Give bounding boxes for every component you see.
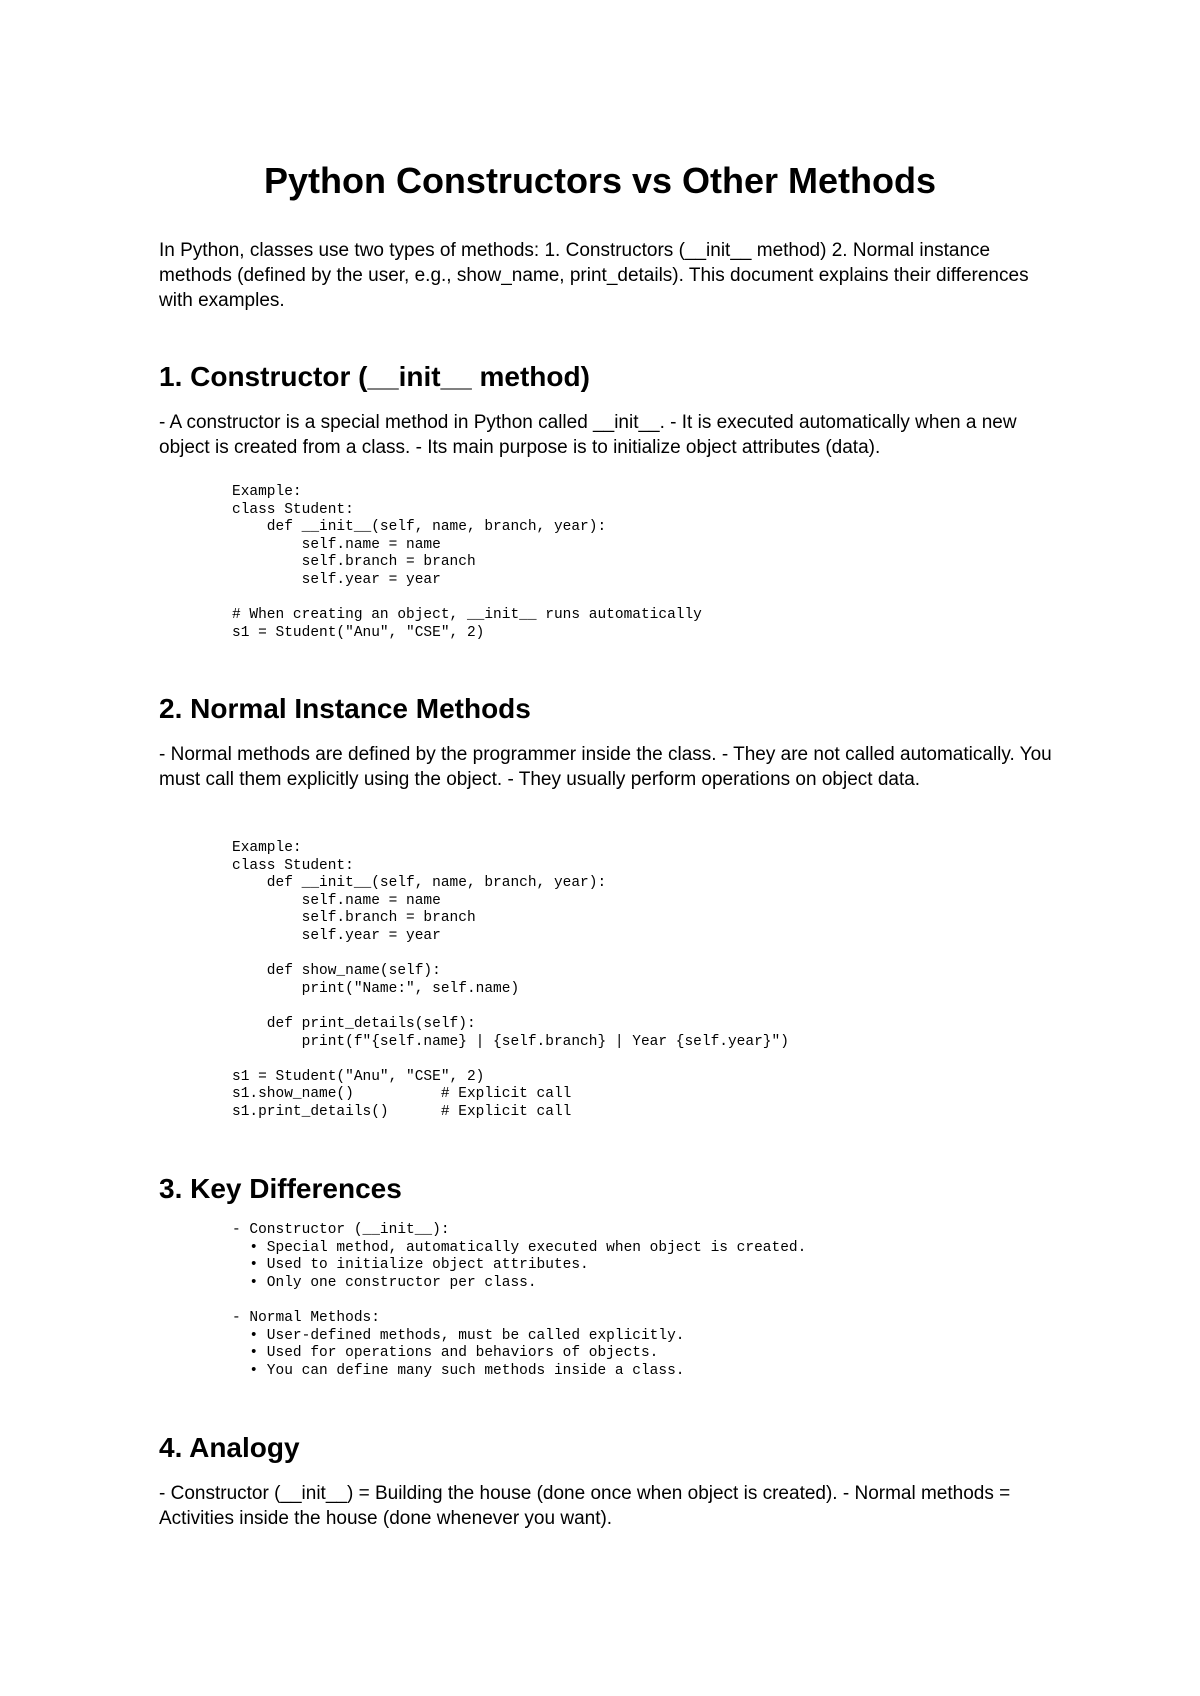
section-heading-constructor: 1. Constructor (__init__ method) bbox=[159, 361, 590, 392]
key-differences-list: - Constructor (__init__): • Special method, automatically executed when object is created. • Used to initialize object attributes. • Only one constructor per class. - Normal Methods: • User-defined methods, must be called explicitly. • Used for operations and behaviors of objects. • You can define many such methods inside a class. bbox=[232, 1222, 807, 1379]
section-text-analogy: - Constructor (__init__) = Building the house (done once when object is created). - Normal methods = Activities inside the house (done whenever you want). bbox=[159, 1483, 1011, 1529]
section-heading-key-differences: 3. Key Differences bbox=[159, 1173, 402, 1204]
section-heading-analogy: 4. Analogy bbox=[159, 1432, 300, 1463]
section-text-constructor: - A constructor is a special method in Python called __init__. - It is executed automatically when a new object is created from a class. - Its main purpose is to initialize object attributes (data). bbox=[159, 412, 1017, 458]
section-text-normal-methods: - Normal methods are defined by the programmer inside the class. - They are not called automatically. You must call them explicitly using the object. - They usually perform operations on object data. bbox=[159, 744, 1052, 790]
code-example-normal-methods: Example: class Student: def __init__(self, name, branch, year): self.name = name self.branch = branch self.year = year def show_name(self): print("Name:", self.name) def print_details(self): print(f"{self.name} | {self.branch} | Year {self.year}") s1 = Student("Anu", "CSE", 2) s1.show_name() # Explicit call s1.print_details() # Explicit call bbox=[232, 840, 789, 1120]
code-example-constructor: Example: class Student: def __init__(self, name, branch, year): self.name = name self.branch = branch self.year = year # When creating an object, __init__ runs automatically s1 = Student("Anu", "CSE", 2) bbox=[232, 484, 702, 641]
section-heading-normal-methods: 2. Normal Instance Methods bbox=[159, 693, 531, 724]
document-title: Python Constructors vs Other Methods bbox=[263, 160, 937, 201]
intro-paragraph: In Python, classes use two types of methods: 1. Constructors (__init__ method) 2. Normal instance methods (defined by the user, e.g., show_name, print_details). This document explains their differences with examples. bbox=[159, 240, 1029, 311]
